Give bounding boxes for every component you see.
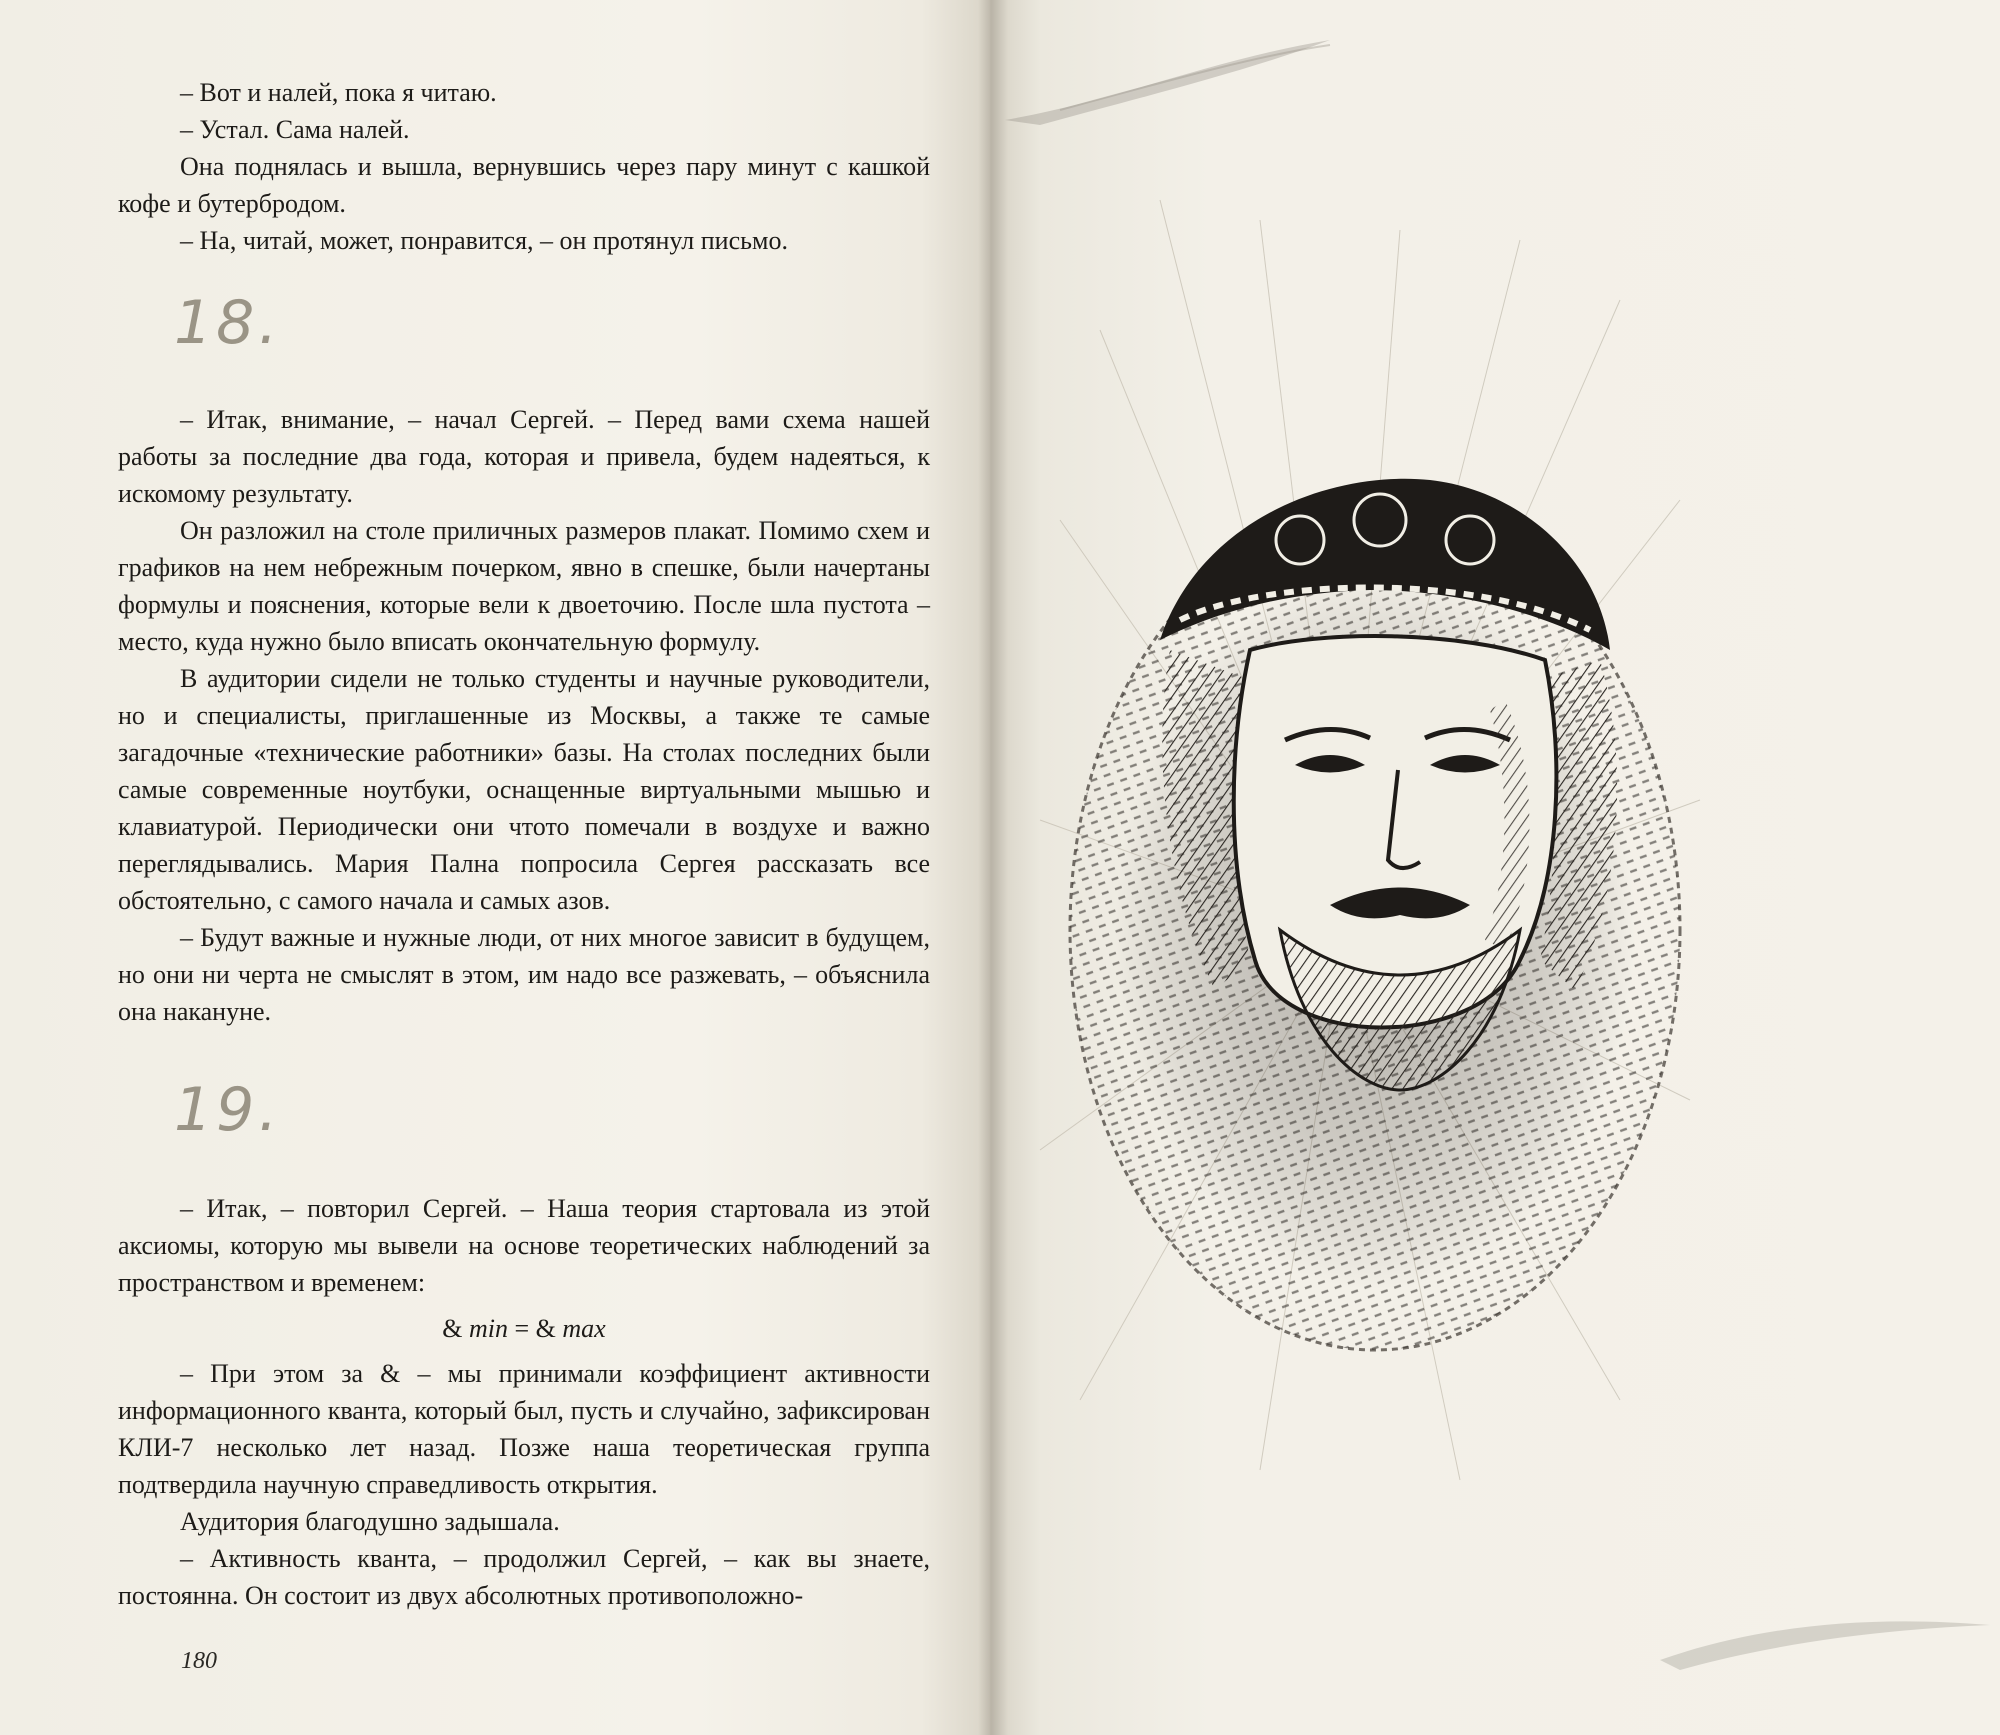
formula-symbol: &	[535, 1314, 556, 1343]
paragraph: – Итак, – повторил Сергей. – Наша теория стартовала из этой аксиомы, которую мы вывели на основе теоретических наблюдений за пространством и временем:	[118, 1194, 930, 1297]
page-number: 180	[181, 1648, 217, 1674]
chapter-number-19: 19.	[174, 1075, 282, 1145]
formula-right: max	[562, 1314, 606, 1343]
formula-symbol: &	[442, 1314, 463, 1343]
formula-equals: =	[514, 1314, 530, 1343]
paragraph: – Активность кванта, – продолжил Сергей, – как вы знаете, постоянна. Он состоит из двух абсолютных противоположно-	[118, 1544, 930, 1610]
paragraph: – Будут важные и нужные люди, от них многое зависит в будущем, но они ни черта не смыслят в этом, им надо все разжевать, – объяснила она накануне.	[118, 923, 930, 1026]
portrait-engraving-icon	[1000, 0, 2000, 1735]
paragraph: – На, читай, может, понравится, – он протянул письмо.	[180, 226, 788, 255]
formula-left: min	[469, 1314, 508, 1343]
paragraph: Аудитория благодушно задышала.	[180, 1507, 560, 1536]
left-page	[0, 0, 990, 1735]
paragraph: Она поднялась и вышла, вернувшись через пару минут с кашкой кофе и бутербродом.	[118, 152, 930, 218]
paragraph: – Устал. Сама налей.	[180, 115, 410, 144]
body-text	[118, 74, 930, 1614]
paragraph: В аудитории сидели не только студенты и научные руководители, но и специалисты, приглашенные из Москвы, а также те самые загадочные «технические работники» базы. На столах последних были самые современные ноутбуки, оснащенные виртуальными мышью и клавиатурой. Периодически они чтото помечали в воздухе и важно переглядывались. Мария Пална попросила Сергея рассказать все обстоятельно, с самого начала и самых азов.	[118, 664, 930, 915]
paragraph: – При этом за & – мы принимали коэффициент активности информационного кванта, который был, пусть и случайно, зафиксирован КЛИ-7 несколько лет назад. Позже наша теоретическая группа подтвердила научную справедливость открытия.	[118, 1359, 930, 1499]
formula	[118, 1307, 930, 1351]
chapter-number-18: 18.	[174, 288, 282, 358]
paragraph: – Вот и налей, пока я читаю.	[180, 78, 497, 107]
paragraph: Он разложил на столе приличных размеров плакат. Помимо схем и графиков на нем небрежным почерком, явно в спешке, были начертаны формулы и пояснения, которые вели к двоеточию. После шла пустота – место, куда нужно было вписать окончательную формулу.	[118, 516, 930, 656]
paragraph: – Итак, внимание, – начал Сергей. – Перед вами схема нашей работы за последние два года, которая и привела, будем надеяться, к искомому результату.	[118, 405, 930, 508]
